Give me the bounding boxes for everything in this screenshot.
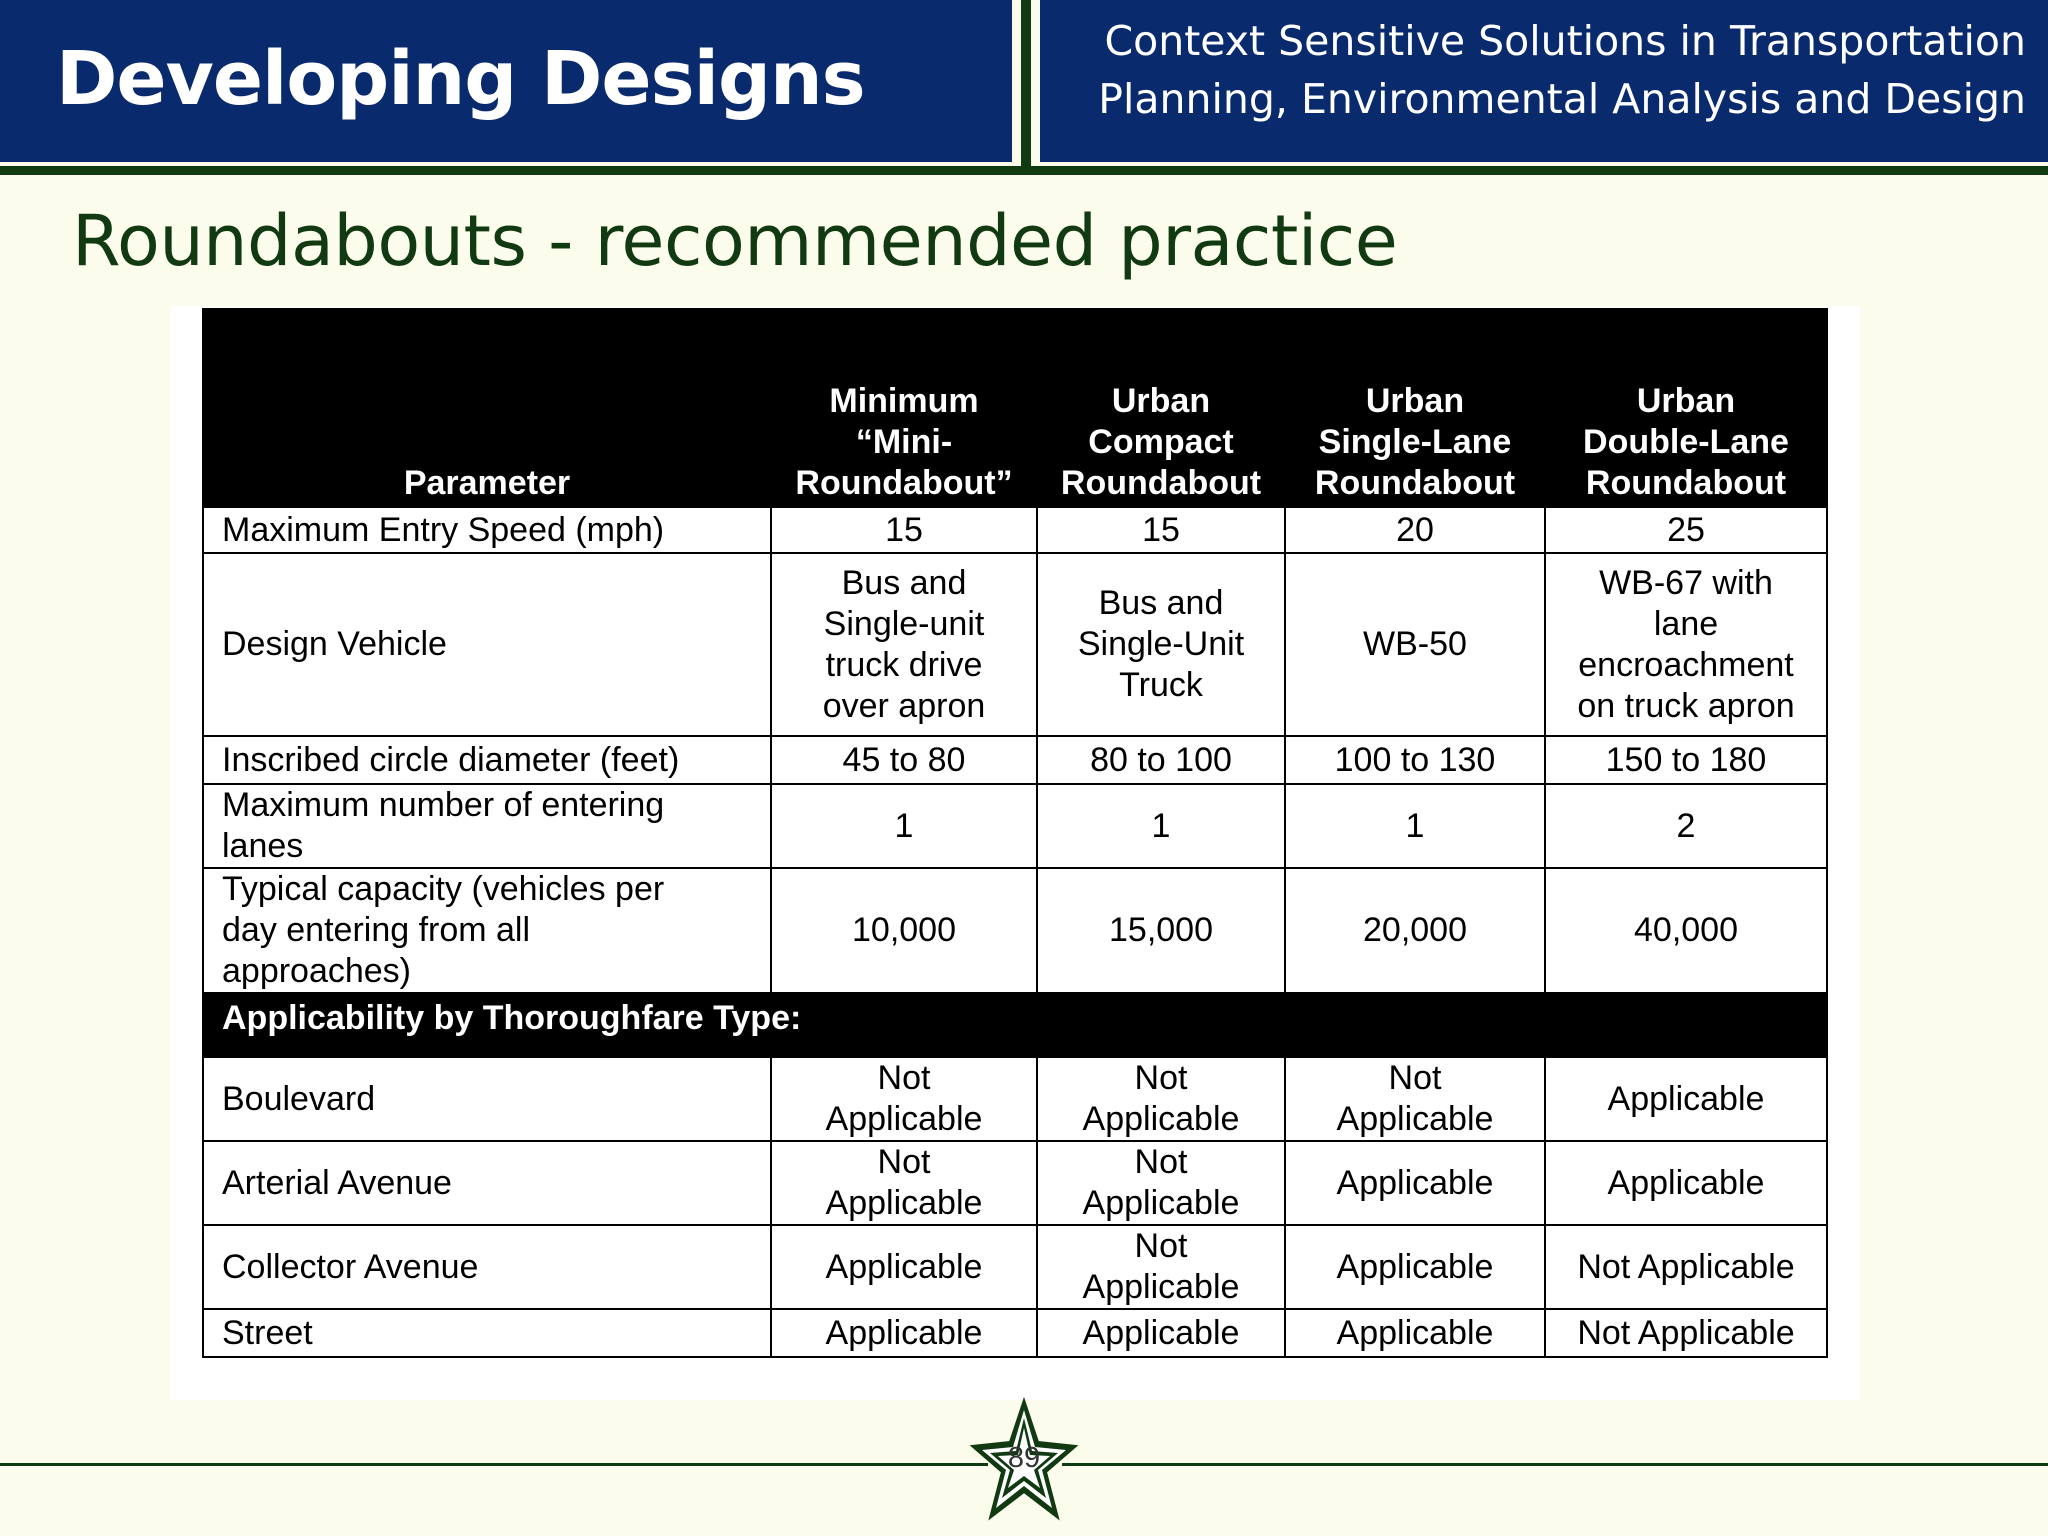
- header-title: Developing Designs: [56, 36, 865, 122]
- param-cell: Collector Avenue: [203, 1225, 771, 1309]
- param-cell: Typical capacity (vehicles per day entering from all approaches): [203, 868, 771, 993]
- value-cell: 20,000: [1285, 868, 1545, 993]
- value-cell: 40,000: [1545, 868, 1827, 993]
- value-cell: Not Applicable: [1037, 1057, 1285, 1141]
- value-cell: Not Applicable: [1545, 1309, 1827, 1357]
- value-cell: Applicable: [1285, 1141, 1545, 1225]
- value-cell: Applicable: [1545, 1141, 1827, 1225]
- header-mini-roundabout: Minimum “Mini- Roundabout”: [771, 309, 1037, 507]
- param-cell: Design Vehicle: [203, 553, 771, 736]
- value-cell: 2: [1545, 784, 1827, 868]
- value-cell: Not Applicable: [771, 1141, 1037, 1225]
- table-row: [203, 784, 1827, 868]
- table-header-row: [203, 309, 1827, 507]
- param-cell: Maximum Entry Speed (mph): [203, 507, 771, 553]
- table-row: [203, 736, 1827, 784]
- value-cell: 15,000: [1037, 868, 1285, 993]
- value-cell: Not Applicable: [1037, 1225, 1285, 1309]
- header-left-panel: [0, 0, 1012, 162]
- value-cell: 1: [1037, 784, 1285, 868]
- table-row: [203, 1225, 1827, 1309]
- value-cell: Not Applicable: [771, 1057, 1037, 1141]
- header-urban-single-lane: Urban Single-Lane Roundabout: [1285, 309, 1545, 507]
- param-cell: Arterial Avenue: [203, 1141, 771, 1225]
- header-urban-compact: Urban Compact Roundabout: [1037, 309, 1285, 507]
- value-cell: 15: [771, 507, 1037, 553]
- roundabout-table: [202, 308, 1828, 1358]
- value-cell: Applicable: [771, 1309, 1037, 1357]
- param-cell: Inscribed circle diameter (feet): [203, 736, 771, 784]
- header-separator-line: [1021, 0, 1031, 174]
- table-row: [203, 1309, 1827, 1357]
- header-subtitle-line-1: Context Sensitive Solutions in Transportation: [1104, 17, 2026, 65]
- value-cell: Applicable: [1545, 1057, 1827, 1141]
- footer-rule-left: [0, 1463, 988, 1466]
- value-cell: 45 to 80: [771, 736, 1037, 784]
- value-cell: Applicable: [771, 1225, 1037, 1309]
- value-cell: 15: [1037, 507, 1285, 553]
- value-cell: Bus and Single-unit truck drive over apron: [771, 553, 1037, 736]
- value-cell: 100 to 130: [1285, 736, 1545, 784]
- value-cell: Not Applicable: [1285, 1057, 1545, 1141]
- table-row: [203, 868, 1827, 993]
- value-cell: Applicable: [1285, 1225, 1545, 1309]
- section-label: Applicability by Thoroughfare Type:: [203, 993, 1827, 1057]
- param-cell: Street: [203, 1309, 771, 1357]
- header-subtitle-line-2: Planning, Environmental Analysis and Design: [1098, 75, 2026, 123]
- header-subtitle: [1066, 12, 2026, 128]
- page-number: 89: [1007, 1442, 1041, 1474]
- value-cell: Not Applicable: [1545, 1225, 1827, 1309]
- table-row: [203, 553, 1827, 736]
- header-urban-double-lane: Urban Double-Lane Roundabout: [1545, 309, 1827, 507]
- value-cell: WB-67 with lane encroachment on truck apron: [1545, 553, 1827, 736]
- section-header-row: [203, 993, 1827, 1057]
- value-cell: 20: [1285, 507, 1545, 553]
- value-cell: Applicable: [1285, 1309, 1545, 1357]
- value-cell: WB-50: [1285, 553, 1545, 736]
- value-cell: Bus and Single-Unit Truck: [1037, 553, 1285, 736]
- param-cell: Boulevard: [203, 1057, 771, 1141]
- table-row: [203, 507, 1827, 553]
- slide-title: Roundabouts - recommended practice: [72, 200, 1398, 282]
- value-cell: 1: [771, 784, 1037, 868]
- value-cell: 80 to 100: [1037, 736, 1285, 784]
- header-right-panel: [1040, 0, 2048, 162]
- value-cell: 25: [1545, 507, 1827, 553]
- value-cell: Applicable: [1037, 1309, 1285, 1357]
- value-cell: 1: [1285, 784, 1545, 868]
- value-cell: 150 to 180: [1545, 736, 1827, 784]
- header-bottom-rule: [0, 166, 2048, 175]
- value-cell: Not Applicable: [1037, 1141, 1285, 1225]
- footer-rule-right: [1062, 1463, 2048, 1466]
- param-cell: Maximum number of entering lanes: [203, 784, 771, 868]
- table-row: [203, 1057, 1827, 1141]
- value-cell: 10,000: [771, 868, 1037, 993]
- table-row: [203, 1141, 1827, 1225]
- header-parameter: Parameter: [203, 309, 771, 507]
